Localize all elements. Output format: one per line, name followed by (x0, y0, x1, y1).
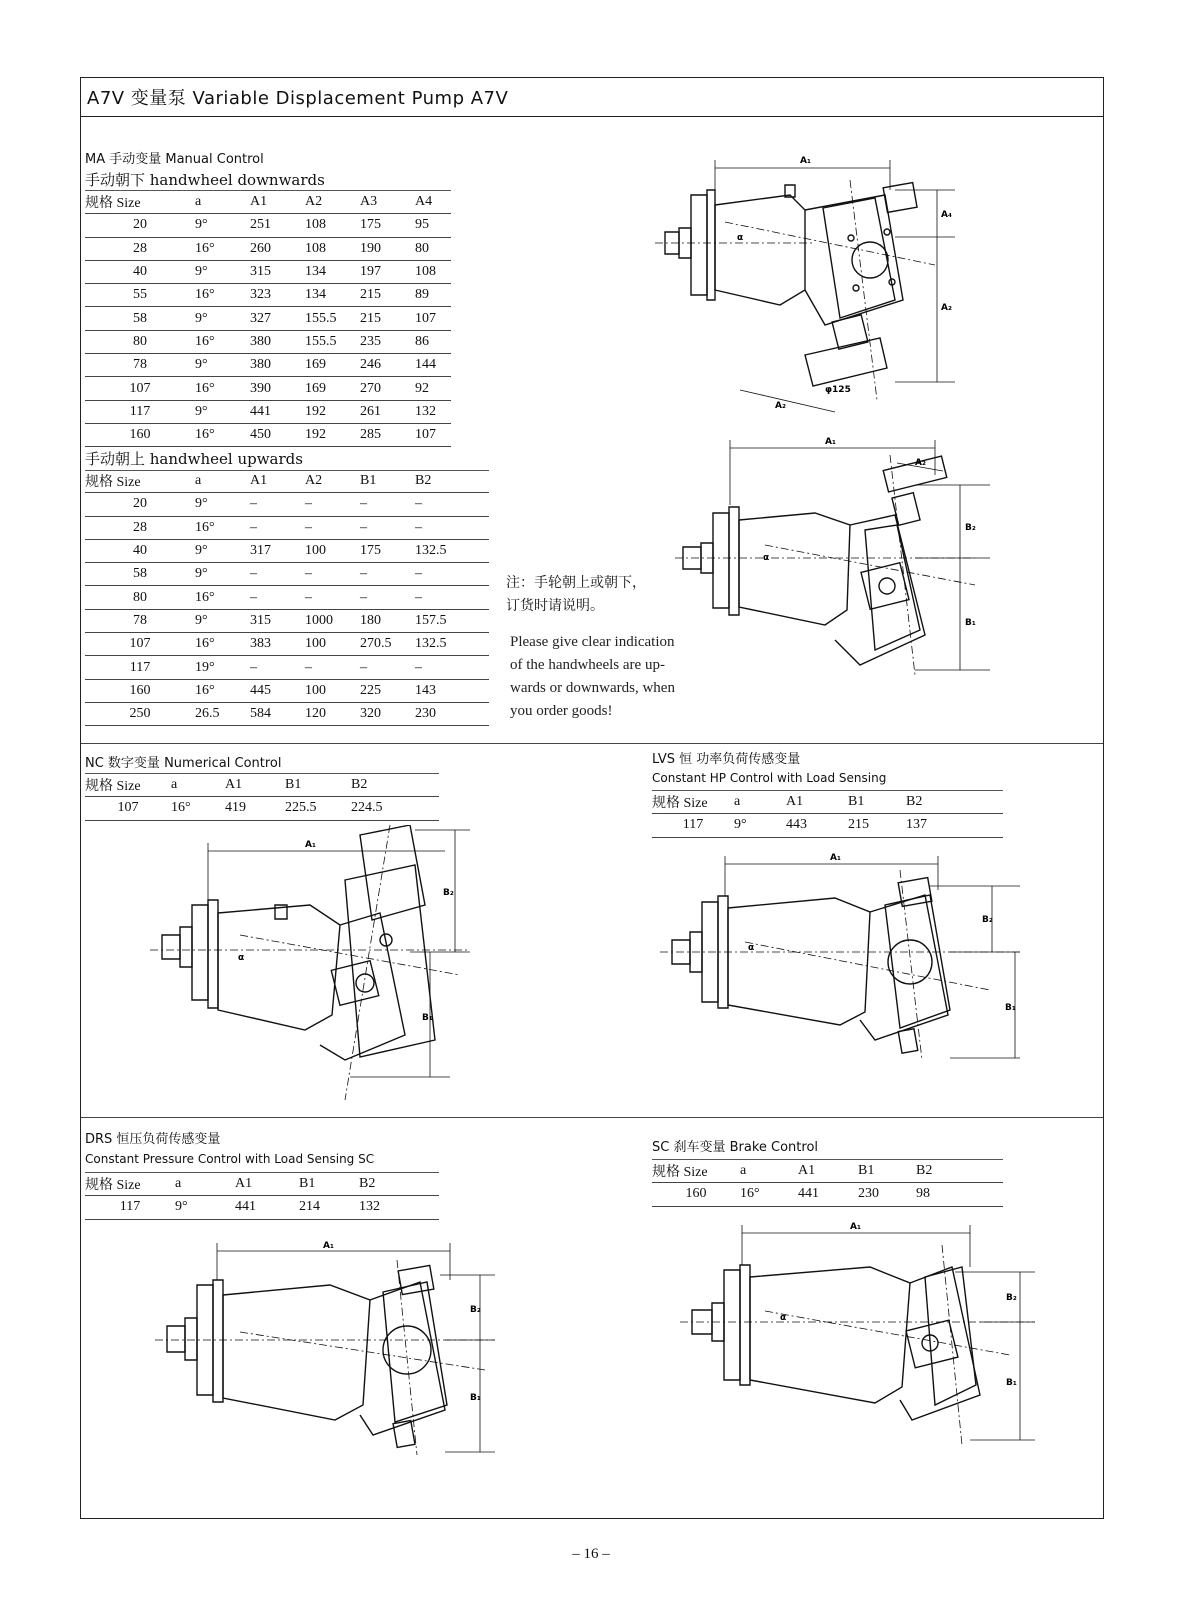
table-header-row (85, 191, 451, 214)
label-b2: B₂ (982, 915, 993, 925)
table-cell: – (415, 493, 489, 516)
table-row (85, 679, 489, 702)
table-header-cell: B1 (848, 791, 906, 814)
ma-up-table (85, 470, 489, 726)
table-cell: 441 (250, 400, 305, 423)
label-a1: A₁ (305, 840, 316, 850)
table-header-cell: B2 (351, 774, 439, 797)
table-cell: – (415, 656, 489, 679)
nc-title: NC 数字变量 Numerical Control (85, 756, 282, 771)
page-number: – 16 – (572, 1546, 610, 1562)
sc-title: SC 刹车变量 Brake Control (652, 1140, 819, 1155)
table-cell: 215 (360, 307, 415, 330)
table-cell: 225.5 (285, 797, 351, 820)
table-cell: 16° (195, 679, 250, 702)
table-cell: – (360, 563, 415, 586)
table-cell: 9° (195, 260, 250, 283)
nc-table (85, 774, 439, 821)
table-cell: 107 (85, 377, 195, 400)
table-header-cell: B1 (285, 774, 351, 797)
table-cell: 89 (415, 284, 451, 307)
table-cell: 160 (85, 679, 195, 702)
label-b1: B₁ (1006, 1378, 1017, 1388)
table-cell: 197 (360, 260, 415, 283)
table-cell: 100 (305, 633, 360, 656)
table-cell: 317 (250, 539, 305, 562)
table-row (85, 493, 489, 516)
table-cell: 270.5 (360, 633, 415, 656)
label-b2: B₂ (443, 888, 454, 898)
note-en-line: Please give clear indication (510, 634, 675, 650)
table-header-cell: A1 (250, 470, 305, 493)
table-row (85, 563, 489, 586)
section-divider (81, 743, 1103, 744)
table-row (85, 330, 451, 353)
table-cell: 9° (195, 400, 250, 423)
table-row (85, 400, 451, 423)
table-header-cell: 规格 Size (85, 1173, 175, 1196)
label-alpha: α (238, 953, 245, 963)
table-cell: 160 (85, 423, 195, 446)
table-cell: 443 (786, 814, 848, 837)
table-header-cell: A1 (250, 191, 305, 214)
table-header-cell: B2 (906, 791, 1003, 814)
table-cell: 16° (195, 284, 250, 307)
table-cell: – (305, 516, 360, 539)
table-cell: 225 (360, 679, 415, 702)
table-cell: 16° (195, 516, 250, 539)
table-cell: 40 (85, 539, 195, 562)
table-cell: 380 (250, 330, 305, 353)
table-cell: – (305, 656, 360, 679)
table-cell: – (250, 586, 305, 609)
table-cell: 16° (740, 1183, 798, 1206)
label-alpha: α (737, 233, 744, 243)
label-b2: B₂ (965, 523, 976, 533)
table-cell: 9° (195, 214, 250, 237)
table-cell: 107 (415, 307, 451, 330)
table-cell: 132.5 (415, 539, 489, 562)
table-cell: 20 (85, 493, 195, 516)
table-cell: 143 (415, 679, 489, 702)
page-header (81, 78, 1103, 117)
drs-table (85, 1173, 439, 1220)
table-cell: 16° (195, 423, 250, 446)
table-cell: 9° (195, 563, 250, 586)
table-cell: 261 (360, 400, 415, 423)
table-cell: 55 (85, 284, 195, 307)
table-cell: 169 (305, 377, 360, 400)
table-header-cell: A1 (798, 1160, 858, 1183)
table-cell: 134 (305, 260, 360, 283)
table-cell: 98 (916, 1183, 1003, 1206)
table-cell: 450 (250, 423, 305, 446)
table-cell: 445 (250, 679, 305, 702)
label-b1: B₁ (1005, 1003, 1016, 1013)
table-cell: 419 (225, 797, 285, 820)
table-header-cell: a (175, 1173, 235, 1196)
table-cell: – (305, 493, 360, 516)
table-cell: 190 (360, 237, 415, 260)
table-cell: 80 (85, 586, 195, 609)
table-cell: – (360, 656, 415, 679)
table-cell: 107 (85, 797, 171, 820)
table-cell: – (360, 586, 415, 609)
table-cell: 95 (415, 214, 451, 237)
label-b2: B₂ (470, 1305, 481, 1315)
table-cell: 86 (415, 330, 451, 353)
table-cell: 16° (195, 633, 250, 656)
drs-title: DRS 恒压负荷传感变量 (85, 1132, 221, 1147)
page-title: A7V 变量泵 Variable Displacement Pump A7V (87, 88, 509, 109)
label-b1: B₁ (470, 1393, 481, 1403)
ma-note-en (510, 631, 675, 723)
table-row (85, 260, 451, 283)
table-cell: 16° (195, 237, 250, 260)
table-cell: 117 (85, 1196, 175, 1219)
table-header-cell: A1 (235, 1173, 299, 1196)
table-cell: 250 (85, 702, 195, 725)
table-cell: 16° (195, 330, 250, 353)
ma-up-drawing (675, 435, 995, 680)
lvs-title: LVS 恒 功率负荷传感变量 (652, 752, 801, 767)
table-cell: 323 (250, 284, 305, 307)
table-cell: 175 (360, 214, 415, 237)
table-cell: 134 (305, 284, 360, 307)
table-header-cell: A2 (305, 191, 360, 214)
table-cell: 584 (250, 702, 305, 725)
table-cell: 192 (305, 423, 360, 446)
ma-up-title: 手动朝上 handwheel upwards (85, 450, 303, 468)
sc-table (652, 1160, 1003, 1207)
table-cell: 327 (250, 307, 305, 330)
table-header-row (652, 1160, 1003, 1183)
table-header-cell: B2 (916, 1160, 1003, 1183)
table-cell: 80 (85, 330, 195, 353)
ma-down-table (85, 191, 451, 447)
table-cell: 16° (195, 377, 250, 400)
note-en-line: of the handwheels are up- (510, 657, 665, 673)
table-cell: – (415, 516, 489, 539)
table-cell: 175 (360, 539, 415, 562)
divider (85, 470, 489, 471)
table-row (85, 633, 489, 656)
table-header-row (85, 774, 439, 797)
table-cell: 40 (85, 260, 195, 283)
table-header-cell: a (734, 791, 786, 814)
table-cell: 100 (305, 679, 360, 702)
note-en-line: you order goods! (510, 703, 613, 719)
table-row (85, 214, 451, 237)
table-cell: – (415, 563, 489, 586)
label-phi125: φ125 (825, 385, 851, 395)
note-cn-line: 注：手轮朝上或朝下， (506, 575, 646, 591)
table-cell: 169 (305, 354, 360, 377)
table-cell: 224.5 (351, 797, 439, 820)
table-header-cell: 规格 Size (652, 1160, 740, 1183)
lvs-drawing (660, 850, 1020, 1070)
label-a1: A₁ (830, 853, 841, 863)
sc-drawing (680, 1215, 1040, 1455)
section-divider (81, 1117, 1103, 1118)
table-header-row (652, 791, 1003, 814)
table-header-cell: 规格 Size (652, 791, 734, 814)
table-cell: – (360, 493, 415, 516)
table-header-cell: A4 (415, 191, 451, 214)
table-cell: 441 (235, 1196, 299, 1219)
table-cell: 230 (415, 702, 489, 725)
table-header-cell: B1 (858, 1160, 916, 1183)
table-header-cell: A1 (786, 791, 848, 814)
table-cell: 78 (85, 354, 195, 377)
table-cell: – (305, 563, 360, 586)
table-cell: 215 (848, 814, 906, 837)
table-cell: 9° (195, 493, 250, 516)
table-cell: – (415, 586, 489, 609)
table-cell: 117 (85, 400, 195, 423)
label-alpha: α (780, 1313, 787, 1323)
label-b2: B₂ (1006, 1293, 1017, 1303)
drs-drawing (155, 1240, 495, 1460)
nc-drawing (150, 825, 470, 1105)
table-row (85, 797, 439, 820)
table-row (85, 702, 489, 725)
table-cell: 100 (305, 539, 360, 562)
label-a4: A₄ (941, 210, 952, 220)
lvs-subtitle: Constant HP Control with Load Sensing (652, 771, 887, 785)
ma-note-cn (506, 572, 646, 618)
table-cell: 9° (734, 814, 786, 837)
table-cell: 230 (858, 1183, 916, 1206)
table-row (85, 423, 451, 446)
drs-subtitle: Constant Pressure Control with Load Sensing SC (85, 1152, 375, 1166)
table-cell: – (360, 516, 415, 539)
table-cell: 315 (250, 260, 305, 283)
table-header-row (85, 1173, 439, 1196)
table-cell: 117 (652, 814, 734, 837)
table-cell: 380 (250, 354, 305, 377)
table-row (85, 354, 451, 377)
table-cell: 16° (195, 586, 250, 609)
label-a1: A₁ (825, 437, 836, 447)
table-cell: 251 (250, 214, 305, 237)
table-cell: 180 (360, 609, 415, 632)
table-cell: 270 (360, 377, 415, 400)
table-header-row (85, 470, 489, 493)
table-cell: 192 (305, 400, 360, 423)
table-header-cell: A1 (225, 774, 285, 797)
table-cell: 108 (305, 237, 360, 260)
table-cell: 390 (250, 377, 305, 400)
table-cell: 132 (359, 1196, 439, 1219)
label-alpha: α (763, 553, 770, 563)
table-cell: 28 (85, 237, 195, 260)
table-cell: – (250, 516, 305, 539)
table-cell: 144 (415, 354, 451, 377)
label-alpha: α (748, 943, 755, 953)
label-b1: B₁ (965, 618, 976, 628)
note-cn-line: 订货时请说明。 (506, 598, 604, 614)
ma-title: MA 手动变量 Manual Control (85, 152, 264, 167)
table-header-cell: B1 (299, 1173, 359, 1196)
table-cell: 80 (415, 237, 451, 260)
table-header-cell: a (171, 774, 225, 797)
table-cell: 155.5 (305, 307, 360, 330)
table-cell: 120 (305, 702, 360, 725)
table-cell: 58 (85, 563, 195, 586)
table-header-cell: A3 (360, 191, 415, 214)
table-cell: 92 (415, 377, 451, 400)
lvs-table (652, 791, 1003, 838)
table-row (85, 656, 489, 679)
table-cell: – (250, 493, 305, 516)
table-row (85, 1196, 439, 1219)
label-b1: B₁ (422, 1013, 433, 1023)
ma-down-title: 手动朝下 handwheel downwards (85, 171, 325, 189)
table-row (85, 586, 489, 609)
table-cell: 108 (415, 260, 451, 283)
table-cell: – (250, 563, 305, 586)
note-en-line: wards or downwards, when (510, 680, 675, 696)
label-a2-bottom: A₂ (775, 401, 786, 411)
table-cell: 215 (360, 284, 415, 307)
table-header-cell: a (740, 1160, 798, 1183)
table-cell: 107 (415, 423, 451, 446)
table-row (85, 237, 451, 260)
table-cell: 28 (85, 516, 195, 539)
table-cell: 214 (299, 1196, 359, 1219)
table-cell: – (305, 586, 360, 609)
table-cell: 246 (360, 354, 415, 377)
table-header-cell: 规格 Size (85, 191, 195, 214)
table-header-cell: 规格 Size (85, 470, 195, 493)
table-cell: 160 (652, 1183, 740, 1206)
table-header-cell: a (195, 470, 250, 493)
table-cell: 117 (85, 656, 195, 679)
ma-down-drawing (655, 150, 955, 420)
table-cell: 320 (360, 702, 415, 725)
table-cell: – (250, 656, 305, 679)
table-cell: 9° (195, 307, 250, 330)
table-header-cell: A2 (305, 470, 360, 493)
table-row (652, 1183, 1003, 1206)
table-cell: 285 (360, 423, 415, 446)
table-cell: 157.5 (415, 609, 489, 632)
table-cell: 16° (171, 797, 225, 820)
table-header-cell: B2 (415, 470, 489, 493)
table-row (85, 377, 451, 400)
table-cell: 108 (305, 214, 360, 237)
table-cell: 107 (85, 633, 195, 656)
table-row (652, 814, 1003, 837)
table-header-cell: a (195, 191, 250, 214)
table-cell: 9° (195, 609, 250, 632)
table-cell: 132 (415, 400, 451, 423)
table-cell: 383 (250, 633, 305, 656)
table-cell: 315 (250, 609, 305, 632)
table-cell: 9° (195, 539, 250, 562)
table-cell: 58 (85, 307, 195, 330)
label-a1: A₁ (850, 1222, 861, 1232)
table-cell: 78 (85, 609, 195, 632)
table-cell: 9° (195, 354, 250, 377)
table-row (85, 539, 489, 562)
label-a1: A₁ (323, 1241, 334, 1251)
label-a2: A₂ (915, 458, 926, 468)
table-header-cell: B1 (360, 470, 415, 493)
table-cell: 137 (906, 814, 1003, 837)
label-a1: A₁ (800, 156, 811, 166)
table-cell: 132.5 (415, 633, 489, 656)
table-cell: 1000 (305, 609, 360, 632)
table-cell: 441 (798, 1183, 858, 1206)
label-a2: A₂ (941, 303, 952, 313)
table-cell: 20 (85, 214, 195, 237)
table-row (85, 284, 451, 307)
table-row (85, 516, 489, 539)
table-cell: 155.5 (305, 330, 360, 353)
table-row (85, 307, 451, 330)
table-cell: 19° (195, 656, 250, 679)
table-row (85, 609, 489, 632)
table-cell: 260 (250, 237, 305, 260)
table-cell: 26.5 (195, 702, 250, 725)
table-cell: 235 (360, 330, 415, 353)
table-header-cell: 规格 Size (85, 774, 171, 797)
table-cell: 9° (175, 1196, 235, 1219)
table-header-cell: B2 (359, 1173, 439, 1196)
